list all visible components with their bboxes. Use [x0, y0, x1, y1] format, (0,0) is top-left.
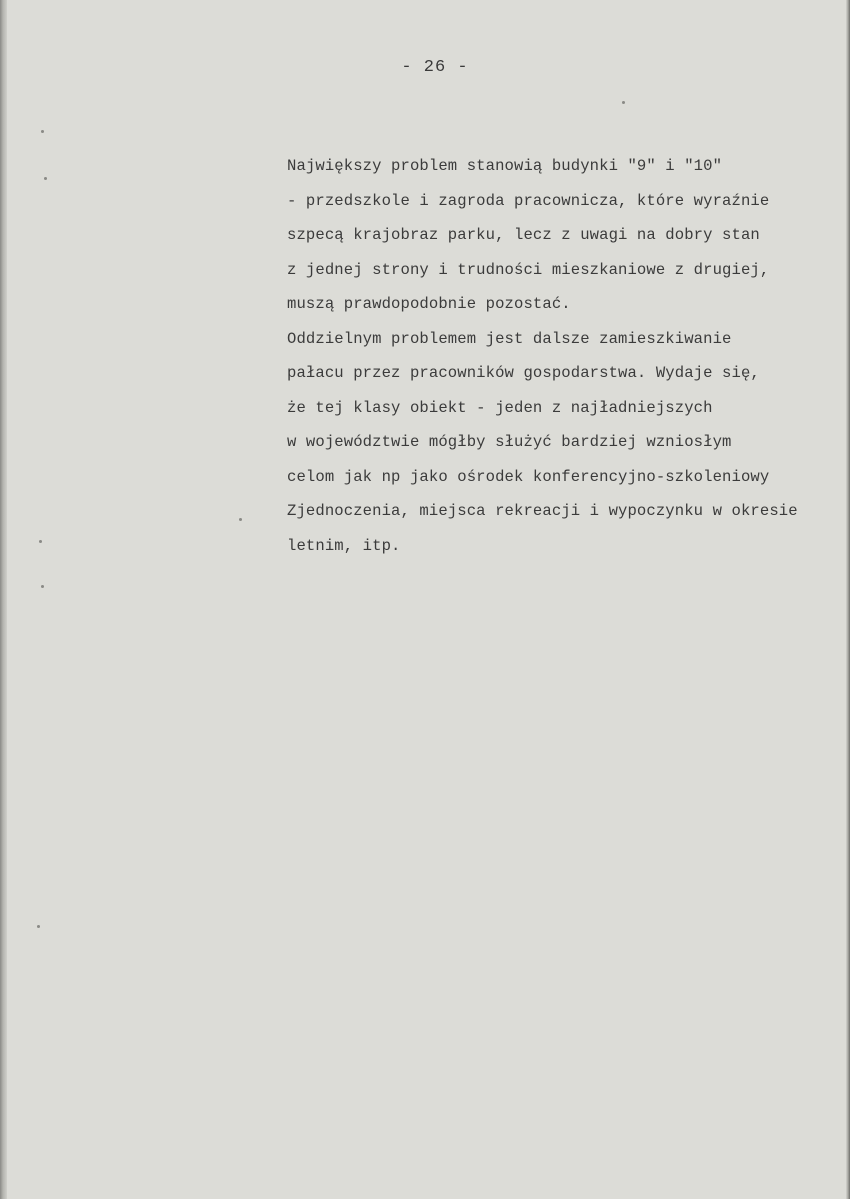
scan-speck	[41, 585, 44, 588]
text-line: - przedszkole i zagroda pracownicza, które wyraźnie	[287, 191, 770, 210]
text-line: z jednej strony i trudności mieszkaniowe z drugiej,	[287, 260, 770, 279]
text-line: Oddzielnym problemem jest dalsze zamieszkiwanie	[287, 329, 732, 348]
scan-speck	[44, 177, 47, 180]
scan-speck	[239, 518, 242, 521]
scan-speck	[622, 101, 625, 104]
text-line: Zjednoczenia, miejsca rekreacji i wypoczynku w okresie	[287, 502, 798, 520]
text-line: że tej klasy obiekt - jeden z najładniejszych	[287, 398, 713, 417]
text-line: w województwie mógłby służyć bardziej wzniosłym	[287, 433, 732, 451]
page-number: - 26 -	[401, 58, 469, 77]
scan-speck	[41, 130, 44, 133]
body-text	[287, 149, 847, 563]
text-line: szpecą krajobraz parku, lecz z uwagi na dobry stan	[287, 226, 760, 244]
text-line: letnim, itp.	[287, 536, 401, 555]
text-line: muszą prawdopodobnie pozostać.	[287, 295, 571, 313]
scan-left-edge	[0, 0, 7, 1199]
text-line: celom jak np jako ośrodek konferencyjno-szkoleniowy	[287, 467, 770, 486]
text-line: Największy problem stanowią budynki "9" i "10"	[287, 157, 723, 175]
scan-speck	[39, 540, 42, 543]
scan-speck	[37, 925, 40, 928]
text-line: pałacu przez pracowników gospodarstwa. Wydaje się,	[287, 364, 760, 382]
